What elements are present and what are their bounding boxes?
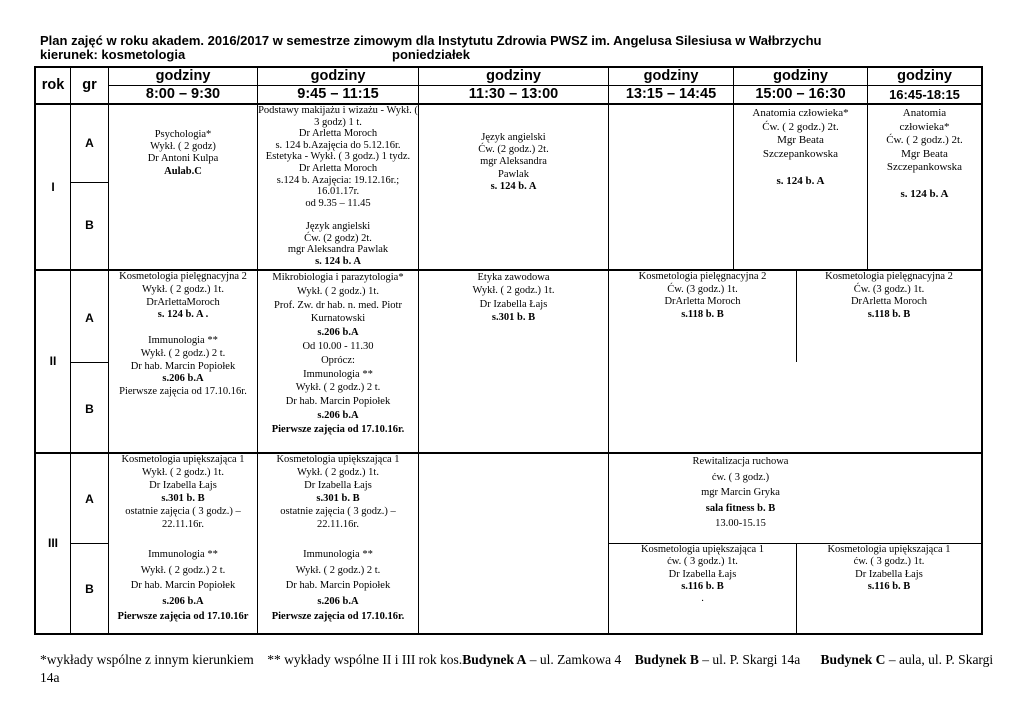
building-b-address: – ul. P. Skargi 14a — [698, 652, 801, 667]
class-note: Pierwsze zajęcia od 17.10.16r. — [271, 423, 405, 435]
class-cell — [868, 107, 981, 207]
godziny-header: godziny — [486, 68, 541, 84]
class-line: Kosmetologia upiększająca 1 — [640, 544, 765, 555]
class-line: Język angielski — [481, 132, 546, 143]
class-line: Ćw. (3 godz.) 1t. — [667, 283, 738, 295]
class-line: Dr Izabella Łajs — [149, 479, 217, 491]
title-line: Plan zajęć w roku akadem. 2016/2017 w semestrze zimowym dla Instytutu Zdrowia PWSZ im. Angelusa Silesiusa w Wałbrzychu — [40, 33, 822, 48]
class-line: Dr hab. Marcin Popiołek — [130, 580, 236, 591]
class-line — [734, 161, 867, 175]
time-slot-2: 9:45 – 11:15 — [297, 86, 379, 102]
class-line: DrArletta Moroch — [664, 296, 741, 308]
subtitle-line: kierunek: kosmetologia — [40, 47, 186, 62]
class-line: Wykł. ( 2 godz) — [150, 141, 216, 153]
class-room: s.301 b. B — [161, 492, 205, 504]
class-cell — [109, 547, 257, 633]
time-slot-6: 16:45-18:15 — [889, 87, 960, 102]
class-cell — [419, 132, 608, 197]
header-bottom — [34, 103, 983, 105]
class-line: 13.00-15.15 — [715, 518, 766, 529]
class-line: Oprócz: — [321, 354, 355, 366]
class-line: Dr Izabella Łajs — [479, 298, 548, 310]
class-line: Szczepankowska — [886, 161, 963, 173]
class-line: Prof. Zw. dr hab. n. med. Piotr — [274, 299, 402, 311]
class-room: s.118 b. B — [867, 308, 911, 320]
class-room: s. 124 b. A — [490, 180, 537, 192]
class-line: Wykł. ( 2 godz.) 2 t. — [295, 564, 381, 576]
class-line: ćw. ( 3 godz.) 1t. — [853, 556, 925, 568]
class-line: Dr hab. Marcin Popiołek — [130, 360, 236, 372]
class-line: Kosmetologia upiększająca 1 — [827, 544, 951, 555]
group-label-a: A — [85, 311, 94, 325]
group-label-b: B — [85, 402, 94, 416]
class-cell — [258, 454, 418, 534]
class-line: Pierwsze zajęcia od 17.10.16r. — [119, 386, 247, 398]
class-line — [258, 209, 418, 221]
class-line: Kosmetologia upiększająca 1 — [276, 454, 400, 465]
class-room: s.118 b. B — [681, 308, 724, 320]
building-b-label: Budynek B — [634, 652, 699, 667]
class-cell — [258, 105, 418, 269]
class-line: ćw. ( 3 godz.) 1t. — [667, 556, 738, 568]
class-line: Dr Arletta Moroch — [298, 162, 378, 174]
class-room: s. 124 b. A — [776, 174, 825, 187]
class-line: Wykł. ( 2 godz.) 1t. — [297, 466, 379, 478]
table-border-right — [981, 66, 983, 635]
class-line: Psychologia* — [154, 129, 212, 140]
class-line: Dr Izabella Łajs — [304, 479, 372, 491]
class-room: s. 124 b. A — [900, 188, 949, 200]
class-line: Estetyka - Wykł. ( 3 godz.) 1 tydz. — [265, 151, 411, 163]
class-cell — [258, 271, 418, 451]
class-line: Kosmetologia upiększająca 1 — [121, 454, 245, 465]
footnote-star: *wykłady wspólne z innym kierunkiem — [40, 652, 254, 667]
class-line: Mgr Beata — [901, 147, 948, 160]
class-line: Wykł. ( 2 godz.) 1t. — [297, 285, 379, 297]
class-line: Wykł. ( 2 godz.) 1t. — [472, 285, 555, 297]
class-line: Od 10.00 - 11.30 — [302, 340, 374, 352]
col-divider — [70, 66, 71, 635]
class-line: mgr Aleksandra Pawlak — [287, 244, 389, 256]
class-room: s.116 b. B — [867, 580, 911, 592]
class-line: Pawlak — [498, 168, 529, 180]
time-slot-1: 8:00 – 9:30 — [145, 86, 221, 102]
class-line: Wykł. ( 2 godz.) 2 t. — [140, 347, 226, 359]
class-cell — [109, 129, 257, 189]
class-line: s.124 b. Azajęcia: 19.12.16r.; 16.01.17r. — [276, 174, 400, 198]
class-line: mgr Aleksandra — [480, 156, 547, 168]
class-line: DrArlettaMoroch — [146, 296, 220, 308]
class-line: Ćw. ( 2 godz.) 2t. — [762, 120, 839, 133]
class-line: Podstawy makijażu i wizażu - Wykł. ( 3 godz) 1 t. — [258, 105, 418, 128]
class-line: . — [701, 593, 704, 605]
footer-notes — [40, 651, 1000, 687]
class-line: ostatnie zajęcia ( 3 godz.) – — [280, 505, 396, 517]
building-a-label: Budynek A — [462, 652, 527, 667]
group-label-a: A — [85, 136, 94, 150]
godziny-header: godziny — [310, 68, 366, 84]
building-a-address: – ul. Zamkowa 4 — [526, 652, 622, 667]
godziny-header: godziny — [155, 68, 211, 84]
class-line: Immunologia ** — [148, 549, 218, 560]
group-divider — [70, 362, 109, 363]
class-line: Wykł. ( 2 godz.) 1t. — [142, 466, 224, 478]
class-room: s. 124 b. A — [315, 255, 361, 267]
class-line: człowieka* — [899, 120, 950, 133]
class-cell — [609, 454, 872, 534]
class-line: Etyka zawodowa — [477, 272, 550, 283]
class-line: ostatnie zajęcia ( 3 godz.) – — [125, 505, 241, 517]
class-line: 22.11.16r. — [317, 518, 359, 530]
class-line — [868, 175, 981, 189]
gr-header: gr — [82, 77, 97, 93]
year-label-3: III — [47, 536, 58, 550]
class-line: Wykł. ( 2 godz.) 2 t. — [140, 564, 226, 576]
group-divider — [70, 543, 109, 544]
building-c-label: Budynek C — [820, 652, 886, 667]
class-line: Anatomia — [902, 107, 947, 119]
class-line: Mikrobiologia i parazytologia* — [272, 272, 404, 283]
class-note: Pierwsze zajęcia od 17.10.16r — [117, 611, 249, 622]
class-line — [109, 322, 257, 335]
class-line: 22.11.16r. — [162, 518, 204, 530]
time-slot-3: 11:30 – 13:00 — [468, 86, 559, 102]
class-cell — [734, 107, 867, 197]
class-line: Ćw. (2 godz.) 2t. — [478, 144, 549, 156]
page-title — [40, 34, 821, 62]
group-label-b: B — [85, 582, 94, 596]
class-room: s.206 b.A — [317, 409, 359, 421]
class-cell — [609, 271, 796, 331]
class-cell — [419, 271, 608, 331]
class-room: s.301 b. B — [316, 492, 360, 504]
class-room: sala fitness b. B — [705, 502, 776, 514]
class-line: Rewitalizacja ruchowa — [692, 456, 789, 467]
class-line: Dr Antoni Kulpa — [147, 153, 219, 165]
day-label: poniedziałek — [392, 47, 471, 62]
class-cell — [258, 547, 418, 633]
time-slot-4: 13:15 – 14:45 — [625, 86, 717, 102]
class-cell — [109, 271, 257, 421]
class-line: Dr Izabella Łajs — [668, 568, 737, 580]
class-room: s.206 b.A — [162, 373, 204, 385]
class-line: Anatomia człowieka* — [752, 107, 849, 119]
class-room: s.206 b.A — [317, 595, 359, 607]
class-line: Ćw. (2 godz) 2t. — [304, 232, 372, 244]
year-label-2: II — [49, 354, 57, 368]
class-line: Dr Izabella Łajs — [855, 568, 923, 580]
class-line: Ćw. ( 2 godz.) 2t. — [886, 134, 963, 146]
class-line: Kosmetologia pielęgnacyjna 2 — [638, 271, 767, 282]
class-line: Wykł. ( 2 godz.) 2 t. — [295, 382, 381, 394]
class-line: Dr hab. Marcin Popiołek — [285, 396, 391, 408]
class-room: Aulab.C — [164, 165, 202, 177]
class-cell — [797, 271, 981, 331]
class-line: Immunologia ** — [303, 549, 373, 560]
class-cell — [797, 544, 981, 604]
class-room: s.206 b.A — [317, 327, 359, 339]
footnote-double-star: ** wykłady wspólne II i III rok kos. — [267, 652, 463, 667]
class-line: Immunologia ** — [303, 368, 373, 380]
class-line: Ćw. (3 godz.) 1t. — [853, 283, 925, 295]
group-label-a: A — [85, 492, 94, 506]
class-line: ćw. ( 3 godz.) — [711, 471, 770, 483]
godziny-header: godziny — [773, 68, 828, 84]
class-room: s.206 b.A — [162, 595, 204, 607]
class-line: Kosmetologia pielęgnacyjna 2 — [825, 271, 953, 282]
godziny-header: godziny — [897, 68, 952, 84]
time-slot-5: 15:00 – 16:30 — [755, 86, 846, 102]
class-line: Immunologia ** — [148, 334, 218, 346]
class-line: Dr Arletta Moroch — [298, 128, 378, 140]
class-line: Wykł. ( 2 godz.) 1t. — [142, 283, 224, 295]
class-line: od 9.35 – 11.45 — [305, 197, 371, 209]
class-line: Kosmetologia pielęgnacyjna 2 — [119, 271, 247, 282]
class-line: mgr Marcin Gryka — [701, 487, 780, 498]
class-line: Szczepankowska — [762, 147, 839, 160]
class-line: DrArletta Moroch — [850, 296, 928, 308]
class-line: Język angielski — [305, 220, 371, 232]
class-cell — [109, 454, 257, 534]
godziny-header: godziny — [643, 68, 699, 84]
class-room: s.116 b. B — [681, 580, 724, 592]
table-border-bottom — [34, 633, 983, 635]
class-line: Dr hab. Marcin Popiołek — [285, 580, 391, 591]
building-c-address: – aula, ul. P. Skargi 14a — [40, 652, 994, 685]
year-label-1: I — [51, 180, 55, 194]
group-divider — [70, 182, 109, 183]
rok-header: rok — [41, 77, 65, 93]
class-cell — [609, 544, 796, 614]
class-room: s. 124 b. A . — [157, 309, 209, 321]
group-label-b: B — [85, 218, 94, 232]
class-line: Mgr Beata — [777, 134, 824, 146]
class-room: s.301 b. B — [491, 311, 536, 323]
class-note: Pierwsze zajęcia od 17.10.16r. — [271, 611, 405, 622]
class-line: Kurnatowski — [310, 313, 366, 325]
class-line: s. 124 b.Azajęcia do 5.12.16r. — [275, 139, 401, 151]
